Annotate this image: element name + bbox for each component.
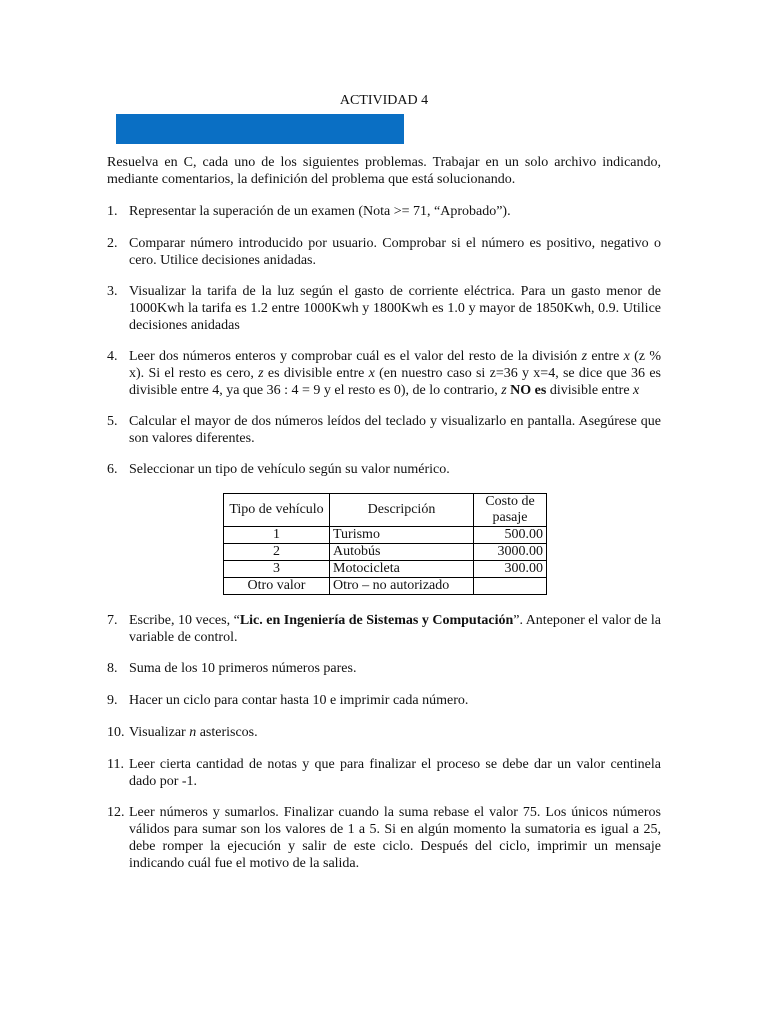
table-cell: 500.00 — [474, 527, 547, 544]
item-text: Leer números y sumarlos. Finalizar cuando la suma rebase el valor 75. Los únicos números válidos para sumar son los valores de 1 a 5. Si en algún momento la sumatoria es igual a 25, debe romper la ejecución y salir de este ciclo. Después del ciclo, imprimir un mensaje indicando cuál fue el motivo de la salida. — [129, 805, 661, 871]
list-item — [107, 235, 661, 269]
table-row — [224, 561, 547, 578]
item-number: 11. — [107, 757, 124, 772]
item-text: Visualizar la tarifa de la luz según el gasto de corriente eléctrica. Para un gasto menor de 1000Kwh la tarifa es 1.2 entre 1000Kwh y 1800Kwh es 1.0 y mayor de 1850Kwh, 0.9. Utilice decisiones anidadas — [129, 284, 661, 333]
table-header-row — [224, 494, 547, 527]
list-item — [107, 612, 661, 646]
item-text: Suma de los 10 primeros números pares. — [129, 661, 357, 676]
table-cell: 300.00 — [474, 561, 547, 578]
page-title: ACTIVIDAD 4 — [339, 93, 429, 108]
item-text: Visualizar n asteriscos. — [129, 725, 258, 740]
header-color-bar — [116, 114, 404, 144]
item-number: 4. — [107, 349, 118, 364]
item-text: Escribe, 10 veces, “Lic. en Ingeniería de Sistemas y Computación”. Anteponer el valor de la variable de control. — [129, 613, 662, 645]
item-number: 10. — [107, 725, 125, 740]
item-number: 7. — [107, 613, 118, 628]
list-item — [107, 283, 661, 334]
item-number: 9. — [107, 693, 118, 708]
list-item — [107, 660, 661, 677]
table-cell: Motocicleta — [330, 561, 474, 578]
table-cell: 3 — [224, 561, 330, 578]
item-number: 12. — [107, 805, 125, 820]
list-item — [107, 203, 661, 220]
table-cell: Otro – no autorizado — [330, 578, 474, 595]
item-text: Hacer un ciclo para contar hasta 10 e imprimir cada número. — [129, 693, 469, 708]
list-item — [107, 724, 661, 741]
table-cell: Autobús — [330, 544, 474, 561]
item-number: 2. — [107, 236, 118, 251]
item-text: Representar la superación de un examen (Nota >= 71, “Aprobado”). — [129, 204, 511, 219]
item-text: Calcular el mayor de dos números leídos del teclado y visualizarlo en pantalla. Asegúrese que son valores diferentes. — [129, 414, 661, 446]
item-number: 5. — [107, 414, 118, 429]
item-text: Leer cierta cantidad de notas y que para finalizar el proceso se debe dar un valor centinela dado por -1. — [129, 757, 661, 789]
item-text: Seleccionar un tipo de vehículo según su valor numérico. — [129, 462, 450, 477]
item-number: 3. — [107, 284, 118, 299]
table-cell — [474, 578, 547, 595]
item-text: Comparar número introducido por usuario. Comprobar si el número es positivo, negativo o cero. Utilice decisiones anidadas. — [129, 236, 661, 268]
item-number: 6. — [107, 462, 118, 477]
table-row — [224, 578, 547, 595]
table-header: Descripción — [330, 494, 474, 527]
list-item — [107, 348, 661, 399]
table-header: Costo de pasaje — [474, 494, 547, 527]
table-cell: Otro valor — [224, 578, 330, 595]
intro-paragraph: Resuelva en C, cada uno de los siguientes problemas. Trabajar en un solo archivo indicando, mediante comentarios, la definición del problema que está solucionando. — [107, 155, 661, 187]
list-item — [107, 692, 661, 709]
table-cell: 2 — [224, 544, 330, 561]
item-text: Leer dos números enteros y comprobar cuál es el valor del resto de la división z entre x (z % x). Si el resto es cero, z es divisible entre x (en nuestro caso si z=36 y x=4, se dice que 36 es divisible entre 4, ya que 36 : 4 = 9 y el resto es 0), de lo contrario, z NO es divisible entre x — [129, 349, 661, 398]
item-number: 8. — [107, 661, 118, 676]
list-item — [107, 756, 661, 790]
list-item — [107, 461, 661, 478]
table-cell: 1 — [224, 527, 330, 544]
table-row — [224, 544, 547, 561]
table-cell: 3000.00 — [474, 544, 547, 561]
table-header: Tipo de vehículo — [224, 494, 330, 527]
table-cell: Turismo — [330, 527, 474, 544]
list-item — [107, 804, 661, 872]
item-number: 1. — [107, 204, 118, 219]
list-item — [107, 413, 661, 447]
vehicle-table — [223, 493, 547, 595]
table-row — [224, 527, 547, 544]
